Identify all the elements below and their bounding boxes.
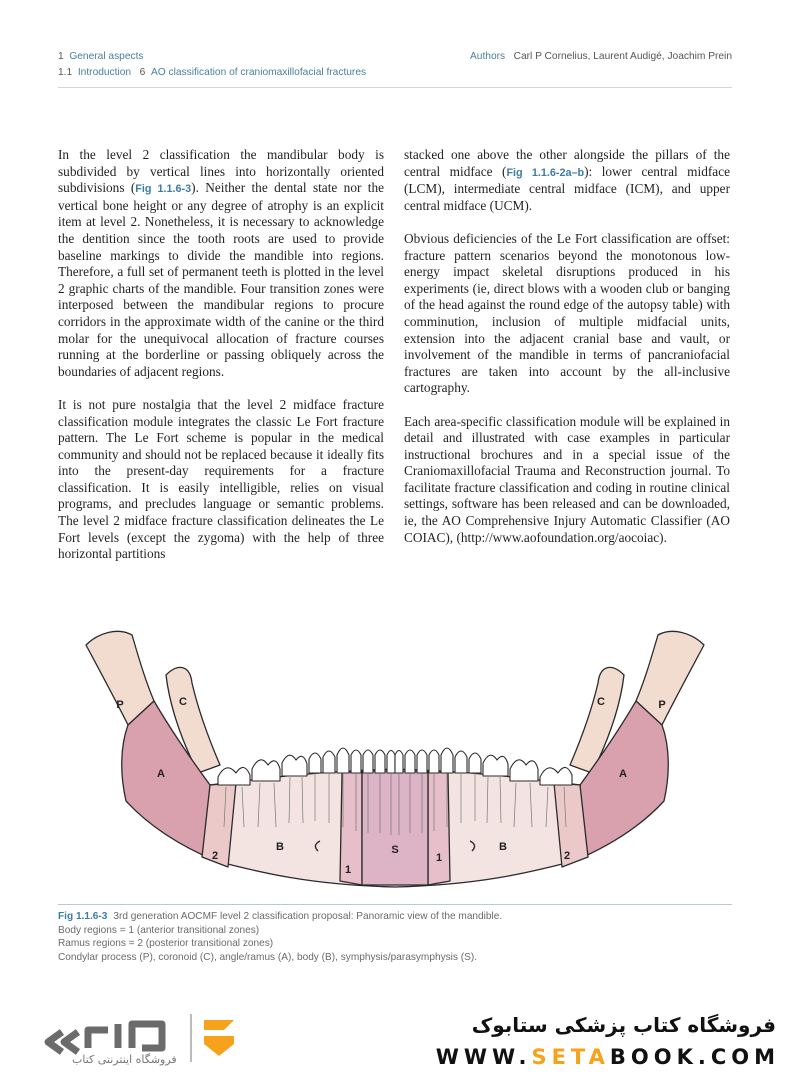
paragraph-3: stacked one above the other alongside the pillars of the central midface (Fig 1.1.6-2a–b): lower central midface (LCM), intermediate central midface (ICM), and upper central midface (UCM).: [404, 147, 730, 213]
chapter-title: General aspects: [69, 51, 144, 62]
subsection-title: AO classification of craniomaxillofacial fractures: [150, 67, 367, 78]
text-column-left: [58, 147, 384, 579]
logo-subtitle: فروشگاه اینترنتی کتاب: [72, 1053, 177, 1066]
shop-url[interactable]: WWW.SETABOOK.COM: [435, 1045, 780, 1069]
label-left-C: C: [179, 696, 187, 708]
label-right-C: C: [597, 696, 605, 708]
setabook-logo: [38, 1010, 238, 1082]
text-column-right: [404, 147, 730, 563]
running-header-authors: [470, 51, 732, 62]
label-left-2: 2: [211, 850, 219, 862]
section-title: Introduction: [77, 67, 132, 78]
label-right-2: 2: [563, 850, 571, 862]
caption-line: Ramus regions = 2 (posterior transitional zones): [58, 938, 274, 950]
label-right-P: P: [658, 699, 666, 711]
shop-name: فروشگاه کتاب پزشکی ستابوک: [471, 1013, 776, 1037]
caption-title: 3rd generation AOCMF level 2 classification proposal: Panoramic view of the mandible.: [113, 911, 503, 922]
running-header-chapter: 1 General aspects: [58, 51, 144, 62]
figure-reference-link[interactable]: Fig 1.1.6-2a–b: [506, 166, 585, 179]
header-divider: [58, 87, 732, 88]
authors-label: Authors: [469, 51, 506, 62]
label-left-B: B: [276, 841, 284, 853]
figure-divider: [58, 904, 732, 905]
label-left-1: 1: [344, 864, 352, 876]
caption-label: Fig 1.1.6-3: [58, 911, 108, 922]
paragraph-4: Obvious deficiencies of the Le Fort classification are offset: fracture pattern scenarios beyond the monotonous low-energy impact skeletal disruptions produced in his experiments (ie, direct blows with a wooden club or banging of the head against the round edge of the autopsy table) with comminution, inclusion of multiple midfacial units, extension into the adjacent cranial base and vault, or involvement of the mandible in terms of pancraniofacial fractures are taken into account by the all-inclusive cartography.: [404, 230, 730, 396]
label-right-1: 1: [435, 852, 443, 864]
caption-line: Condylar process (P), coronoid (C), angle/ramus (A), body (B), symphysis/parasymphysis (S).: [58, 951, 478, 963]
paragraph-5: Each area-specific classification module will be explained in detail and illustrated with case examples in particular instructional brochures and in a special issue of the Craniomaxillofacial Trauma and Reconstruction journal. To facilitate fracture classification and coding in routine clinical settings, software has been released and can be downloaded, ie, the AO Comprehensive Injury Automatic Classifier (AO COIAC), (http://www.aofoundation.org/aocoiac).: [404, 413, 730, 545]
paragraph-1: In the level 2 classification the mandibular body is subdivided by vertical lines into horizontally oriented subdivisions (Fig 1.1.6-3). Neither the dental state nor the vertical bone height or any degree of atrophy is an explicit item at level 2. Nonetheless, it is necessary to acknowledge the dentition since the tooth roots are used to provide baseline markings to divide the mandible into regions. Therefore, a full set of permanent teeth is plotted in the level 2 graphic charts of the mandible. Four transition zones were interposed between the mandibular regions to procure corridors in the approximate width of the canine or the third molar for the unequivocal allocation of fracture courses running at the borderline or passing obliquely across the boundaries of adjacent regions.: [58, 147, 385, 379]
label-left-A: A: [157, 768, 165, 780]
paragraph-2: It is not pure nostalgia that the level 2 midface fracture classification module integrates the classic Le Fort fracture pattern. The Le Fort scheme is popular in the medical community and should not be replaced because it ideally fits into the present-day requirements for a fracture classification. It is easily intelligible, relies on visual programs, and precludes language or semantic problems. The level 2 midface fracture classification delineates the Le Fort levels (except the zygoma) with the help of three horizontal partitions: [58, 396, 384, 562]
symphysis-region: [362, 771, 428, 885]
running-header-section: 1.1 Introduction 6 AO classification of craniomaxillofacial fractures: [58, 67, 367, 78]
label-right-B: B: [499, 841, 507, 853]
label-left-P: P: [116, 699, 124, 711]
authors-names: Carl P Cornelius, Laurent Audigé, Joachim Prein: [513, 51, 732, 62]
figure-reference-link[interactable]: Fig 1.1.6-3: [135, 183, 192, 196]
caption-line: Body regions = 1 (anterior transitional zones): [58, 924, 260, 936]
mandible-diagram: [58, 605, 732, 907]
label-right-A: A: [619, 768, 627, 780]
label-S: S: [391, 844, 399, 856]
figure-caption: [58, 910, 758, 964]
